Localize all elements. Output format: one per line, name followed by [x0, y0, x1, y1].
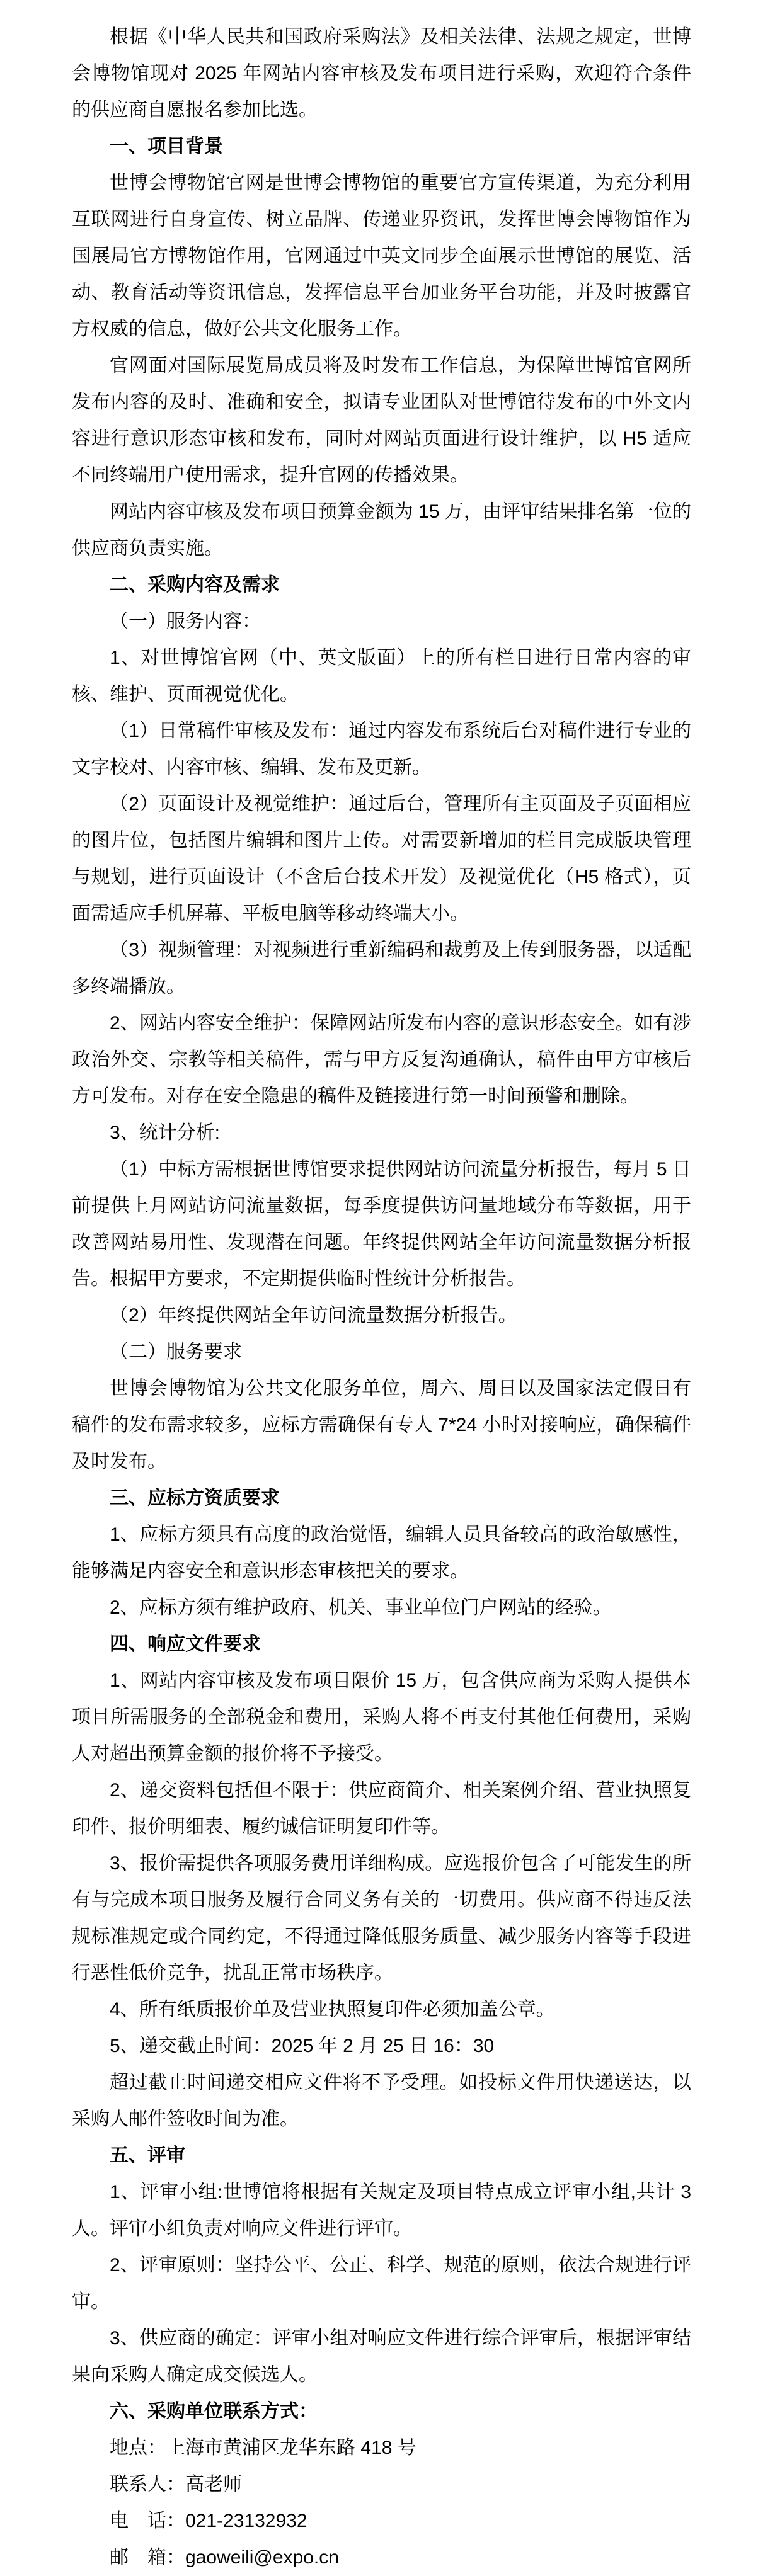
- paragraph: 4、所有纸质报价单及营业执照复印件必须加盖公章。: [110, 1999, 555, 2020]
- document-section: [72, 567, 691, 1480]
- section-heading: 一、项目背景: [110, 136, 223, 157]
- paragraph: 1、评审小组:世博馆将根据有关规定及项目特点成立评审小组,共计 3 人。评审小组负责对响应文件进行评审。: [72, 2182, 691, 2239]
- paragraph: （2）页面设计及视觉维护：通过后台，管理所有主页面及子页面相应的图片位，包括图片编辑和图片上传。对需要新增加的栏目完成版块管理与规划，进行页面设计（不含后台技术开发）及视觉优化（H5 格式），页面需适应手机屏幕、平板电脑等移动终端大小。: [72, 794, 691, 924]
- paragraph: 2、网站内容安全维护：保障网站所发布内容的意识形态安全。如有涉政治外交、宗教等相关稿件，需与甲方反复沟通确认，稿件由甲方审核后方可发布。对存在安全隐患的稿件及链接进行第一时间预警和删除。: [72, 1013, 691, 1107]
- document-sections: [72, 128, 691, 2576]
- section-heading: 四、响应文件要求: [110, 1634, 261, 1655]
- paragraph: （3）视频管理：对视频进行重新编码和裁剪及上传到服务器，以适配多终端播放。: [72, 940, 691, 997]
- intro-paragraph: 根据《中华人民共和国政府采购法》及相关法律、法规之规定，世博会博物馆现对 2025 年网站内容审核及发布项目进行采购，欢迎符合条件的供应商自愿报名参加比选。: [72, 26, 691, 120]
- paragraph: 世博会博物馆官网是世博会博物馆的重要官方宣传渠道，为充分利用互联网进行自身宣传、树立品牌、传递业界资讯，发挥世博会博物馆作为国展局官方博物馆作用，官网通过中英文同步全面展示世博馆的展览、活动、教育活动等资讯信息，发挥信息平台加业务平台功能，并及时披露官方权威的信息，做好公共文化服务工作。: [72, 173, 691, 339]
- paragraph: 1、网站内容审核及发布项目限价 15 万，包含供应商为采购人提供本项目所需服务的全部税金和费用，采购人将不再支付其他任何费用，采购人对超出预算金额的报价将不予接受。: [72, 1670, 691, 1764]
- paragraph: 2、应标方须有维护政府、机关、事业单位门户网站的经验。: [110, 1597, 612, 1618]
- document-section: [72, 2138, 691, 2393]
- paragraph: （一）服务内容：: [110, 611, 261, 632]
- paragraph: （二）服务要求: [110, 1342, 242, 1362]
- paragraph: 官网面对国际展览局成员将及时发布工作信息，为保障世博馆官网所发布内容的及时、准确和安全，拟请专业团队对世博馆待发布的中外文内容进行意识形态审核和发布，同时对网站页面进行设计维护，以 H5 适应不同终端用户使用需求，提升官网的传播效果。: [72, 355, 691, 486]
- paragraph: 2、评审原则：坚持公平、公正、科学、规范的原则，依法合规进行评审。: [72, 2255, 691, 2312]
- paragraph: 邮 箱：gaoweili@expo.cn: [110, 2547, 339, 2568]
- section-heading: 五、评审: [110, 2145, 185, 2166]
- paragraph: 1、对世博馆官网（中、英文版面）上的所有栏目进行日常内容的审核、维护、页面视觉优化。: [72, 647, 691, 705]
- paragraph: （1）中标方需根据世博馆要求提供网站访问流量分析报告，每月 5 日前提供上月网站访问流量数据，每季度提供访问量地域分布等数据，用于改善网站易用性、发现潜在问题。年终提供网站全年访问流量数据分析报告。根据甲方要求，不定期提供临时性统计分析报告。: [72, 1159, 691, 1289]
- paragraph: 2、递交资料包括但不限于：供应商简介、相关案例介绍、营业执照复印件、报价明细表、履约诚信证明复印件等。: [72, 1780, 691, 1837]
- paragraph: 地点：上海市黄浦区龙华东路 418 号: [110, 2437, 416, 2458]
- paragraph: 3、统计分析:: [110, 1122, 221, 1143]
- paragraph: 3、报价需提供各项服务费用详细构成。应选报价包含了可能发生的所有与完成本项目服务及履行合同义务有关的一切费用。供应商不得违反法规标准规定或合同约定，不得通过降低服务质量、减少服务内容等手段进行恶性低价竞争，扰乱正常市场秩序。: [72, 1853, 691, 1983]
- document-section: [72, 2393, 691, 2576]
- paragraph: 超过截止时间递交相应文件将不予受理。如投标文件用快递送达，以采购人邮件签收时间为准。: [72, 2072, 691, 2129]
- document-section: [72, 128, 691, 567]
- section-heading: 三、应标方资质要求: [110, 1488, 280, 1508]
- paragraph: 电 话：021-23132932: [110, 2510, 307, 2531]
- paragraph: 5、递交截止时间：2025 年 2 月 25 日 16：30: [110, 2036, 495, 2056]
- paragraph: （2）年终提供网站全年访问流量数据分析报告。: [110, 1305, 517, 1326]
- paragraph: 3、供应商的确定：评审小组对响应文件进行综合评审后，根据评审结果向采购人确定成交候选人。: [72, 2328, 691, 2385]
- section-heading: 六、采购单位联系方式：: [110, 2401, 318, 2422]
- paragraph: 1、应标方须具有高度的政治觉悟，编辑人员具备较高的政治敏感性，能够满足内容安全和意识形态审核把关的要求。: [72, 1524, 691, 1582]
- paragraph: 世博会博物馆为公共文化服务单位，周六、周日以及国家法定假日有稿件的发布需求较多，应标方需确保有专人 7*24 小时对接响应，确保稿件及时发布。: [72, 1378, 691, 1472]
- paragraph: 联系人：高老师: [110, 2474, 242, 2495]
- document-section: [72, 1626, 691, 2138]
- section-heading: 二、采购内容及需求: [110, 574, 280, 595]
- document-section: [72, 1480, 691, 1626]
- paragraph: 网站内容审核及发布项目预算金额为 15 万，由评审结果排名第一位的供应商负责实施。: [72, 501, 691, 559]
- paragraph: （1）日常稿件审核及发布：通过内容发布系统后台对稿件进行专业的文字校对、内容审核、编辑、发布及更新。: [72, 721, 691, 778]
